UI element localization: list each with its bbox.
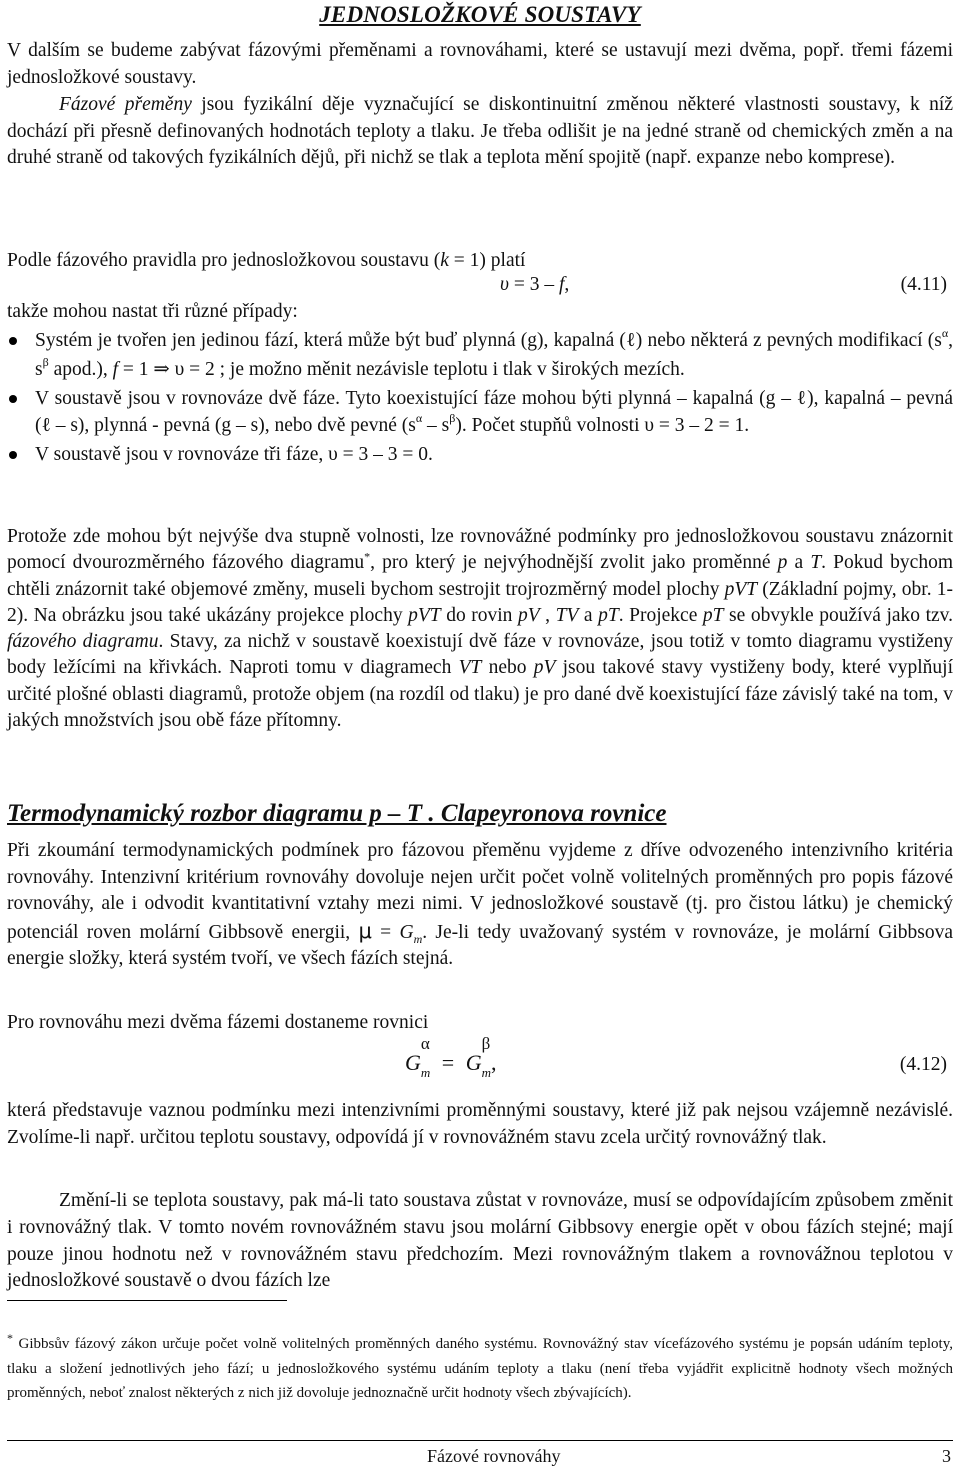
cases-list [7, 301, 953, 468]
phase-rule-paragraph [7, 248, 953, 275]
section2-p3-text: která představuje vaznou podmínku mezi intenzivními proměnnými soustavy, které již pak nejsou vzájemně nezávislé. Zvolíme-li např. určitou teplotu soustavy, odpovídá jí v rovnovážném stavu zcela určitý rovnovážný tlak. [7, 1100, 953, 1148]
equation-number-4-12: (4.12) [899, 1054, 947, 1075]
page-title: JEDNOSLOŽKOVÉ SOUSTAVY [319, 2, 641, 27]
eq-f: f [558, 274, 565, 295]
intro-text: V dalším se budeme zabývat fázovými přeměnami a rovnováhami, které se ustavují mezi dvěma, popř. třemi fázemi jednosložkové soustavy. [7, 40, 953, 88]
intro-paragraph [7, 38, 953, 91]
mu-symbol: μ [358, 918, 372, 943]
component-count-symbol: k [440, 250, 449, 271]
eq-mid: = 3 – [508, 274, 559, 295]
footer-label: Fázové rovnováhy [427, 1446, 561, 1466]
section2-paragraph-2 [7, 1010, 953, 1037]
section-heading-clapeyron: Termodynamický rozbor diagramu p – T . Clapeyronova rovnice [7, 800, 667, 827]
phase-change-text: jsou fyzikální děje vyznačující se diskontinuitní změnou některé vlastnosti soustavy, k níž dochází při přesně definovaných hodnotách teploty a tlaku. Je třeba odlišit je na jedné straně od chemických změn a na druhé straně od takových fyzikálních dějů, při nichž se tlak a teplota mění spojitě (např. expanze nebo komprese). [7, 94, 953, 168]
footer-rule [7, 1440, 953, 1441]
case-three-phases: V soustavě jsou v rovnováze tři fáze, υ = 3 – 3 = 0. [7, 441, 953, 468]
document-page [7, 0, 953, 1470]
section2-p4-text: Změní-li se teplota soustavy, pak má-li tato soustava zůstat v rovnováze, musí se odpovídajícím způsobem změnit i rovnovážný tlak. V tomto novém rovnovážném stavu jsou molární Gibbsovy energie opět v obou fázích stejné; mají pouze jinou hodnotu než v rovnovážném stavu předchozím. Mezi rovnovážným tlakem a rovnovážnou teplotou v jednosložkové soustavě o dvou fázích lze [7, 1190, 953, 1292]
equation-4-12: G α $_m$ = G β $_m$, [405, 1034, 497, 1080]
diagram-paragraph: Protože zde mohou být nejvýše dva stupně volnosti, lze rovnovážné podmínky pro jednosložkovou soustavu znázornit pomocí dvourozměrného fázového diagramu*, pro který je nejvýhodnější zvolit jako proměnné p a T. Pokud bychom chtěli znázornit také objemové změny, museli bychom sestrojit trojrozměrný model plochy pVT (Základní pojmy, obr. 1-2). Na obrázku jsou také ukázány projekce plochy pVT do rovin pV , TV a pT. Projekce pT se obvykle používá jako tzv. fázového diagramu. Stavy, za nichž v soustavě koexistují dvě fáze v rovnováze, jsou totiž v tomto diagramu vystiženy body ležícími na křivkách. Naproti tomu v diagramech VT nebo pV jsou takové stavy vystiženy body, které vyplňují určité plošné oblasti diagramů, protože objem (na rozdíl od tlaku) je pro dané dvě koexistující fáze závislý také na tom, v jakých množstvích jsou obě fáze přítomny. [7, 526, 954, 732]
phase-rule-intro-end: = 1) platí [448, 250, 526, 271]
equation-number-4-11: (4.11) [900, 274, 947, 295]
page-number: 3 [942, 1446, 951, 1466]
section2-p2-text: Pro rovnováhu mezi dvěma fázemi dostaneme rovnici [7, 1012, 429, 1033]
footnote-text: Gibbsův fázový zákon určuje počet volně volitelných proměnných daného systému. Rovnovážný stav vícefázového systému je popsán udáním teploty, tlaku a složení jednotlivých jeho fází; u jednosložkového systému udáním teploty a tlaku (není třeba vyjádřit explicitně hodnoty všech možných proměnných, neboť znalost některých z nich již dovoluje jednoznačně určit hodnoty všech zbývajících). [7, 1336, 953, 1401]
section2-paragraph-1: Při zkoumání termodynamických podmínek pro fázovou přeměnu vyjdeme z dříve odvozeného intenzivního kritéria rovnováhy. Intenzivní kritérium rovnováhy dovoluje nejen určit počet volně volitelných proměnných pro popis fázové rovnováhy, ale i odvodit kvantitativní vztahy mezi nimi. V jednosložkové soustavě (tj. pro čistou látku) je chemický potenciál roven molární Gibbsově energii, $\mu = G_m$. Je-li tedy uvažovaný systém v rovnováze, je molární Gibbsova energie složky, která systém tvoří, ve všech fázích stejná. [7, 840, 953, 969]
section2-paragraph-3 [7, 1098, 953, 1152]
footnote-separator [7, 1300, 287, 1301]
phase-diagram-term: fázového diagramu [7, 631, 159, 653]
eq-lhs: υ [500, 274, 509, 295]
cases-intro-text: takže mohou nastat tři různé případy: [7, 301, 298, 322]
footnote-marker: * [364, 549, 371, 564]
footnote: * Gibbsův fázový zákon určuje počet volně volitelných proměnných daného systému. Rovnovážný stav vícefázového systému je popsán udáním teploty, tlaku a složení jednotlivých jeho fází; u jednosložkového systému udáním teploty a tlaku (není třeba vyjádřit explicitně hodnoty všech možných proměnných, neboť znalost některých z nich již dovoluje jednoznačně určit hodnoty všech zbývajících). [7, 1331, 953, 1401]
equation-4-11 [500, 274, 569, 296]
section2-paragraph-4 [7, 1188, 953, 1295]
phase-rule-intro: Podle fázového pravidla pro jednosložkovou soustavu ( [7, 250, 441, 271]
case-one-phase: Systém je tvořen jen jedinou fází, která může být buď plynná (g), kapalná (ℓ) nebo některá z pevných modifikací ($s^\alpha$, $s^\beta$ apod.), f = 1 ⇒ υ = 2 ; je možno měnit nezávisle teplotu i tlak v širokých mezích. [7, 327, 953, 385]
case-two-phases: V soustavě jsou v rovnováze dvě fáze. Tyto koexistující fáze mohou býti plynná – kapalná (g – ℓ), kapalná – pevná (ℓ – s), plynná - pevná (g – s), nebo dvě pevné $(s^\alpha - s^\beta)$. Počet stupňů volnosti υ = 3 – 2 = 1. [7, 385, 953, 441]
phase-change-paragraph [7, 92, 953, 172]
phase-change-term: Fázové přeměny [59, 94, 192, 115]
eq-end: , [564, 274, 570, 295]
